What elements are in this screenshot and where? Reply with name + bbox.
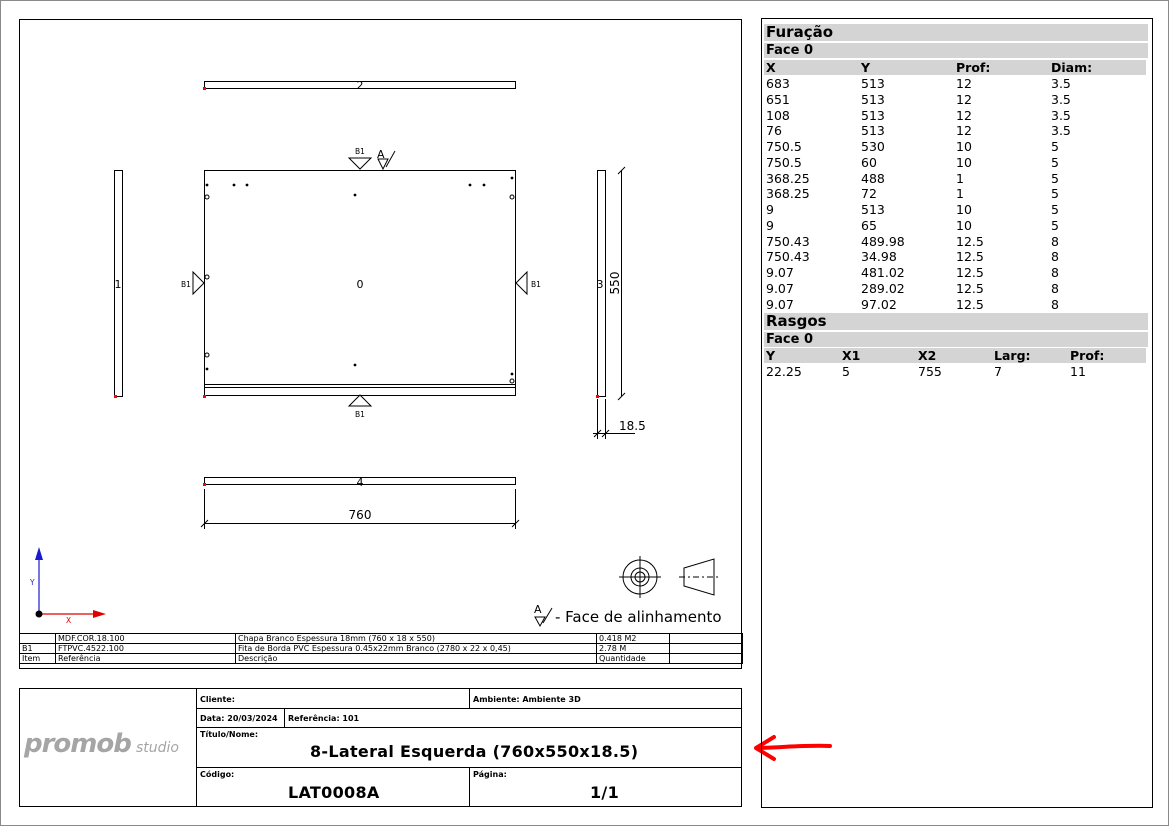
part-label-1: 1 (114, 278, 122, 291)
table-cell: 12 (956, 91, 972, 107)
cliente-cell (197, 689, 470, 709)
table-cell: 12 (956, 123, 972, 139)
table-row (20, 644, 743, 654)
table-cell: 5 (1051, 217, 1059, 233)
table-cell: 8 (1051, 265, 1059, 280)
table-cell: 12.5 (956, 280, 984, 296)
table-header-cell: Referência (56, 654, 236, 664)
dim-thickness: 18.5 (619, 419, 646, 433)
table-row (764, 265, 1146, 281)
referencia-label: Referência: 101 (288, 714, 360, 723)
referencia-cell (285, 709, 741, 728)
part-label-0: 0 (356, 278, 364, 291)
codigo-label: Código: (200, 770, 235, 779)
part-label-4: 4 (356, 476, 364, 489)
table-cell: MDF.COR.18.100 (56, 634, 236, 644)
table-row (764, 364, 1146, 380)
table-cell: 3.5 (1051, 91, 1071, 107)
promob-logo (24, 729, 179, 759)
align-marker-label: A (377, 148, 385, 161)
table-cell: 513 (861, 107, 885, 123)
col-x: X (766, 60, 776, 75)
table-cell: Fita de Borda PVC Espessura 0.45x22mm Branco (2780 x 22 x 0,45) (236, 644, 597, 654)
col-x2: X2 (918, 348, 937, 363)
codigo-cell (197, 768, 470, 806)
titulo-label: Título/Nome: (200, 730, 259, 739)
furacao-title: Furação (764, 24, 1148, 41)
ambiente-cell (470, 689, 741, 709)
table-cell: 8 (1051, 296, 1059, 312)
table-header-cell: Quantidade (597, 654, 670, 664)
table-cell: 513 (861, 202, 885, 217)
table-cell: 5 (1051, 170, 1059, 186)
table-cell: 11 (1070, 364, 1086, 379)
table-row (764, 297, 1146, 313)
table-cell (20, 634, 56, 644)
table-cell: 8 (1051, 280, 1059, 296)
col-y: Y (766, 348, 776, 363)
table-cell: 12.5 (956, 296, 984, 312)
table-cell: Chapa Branco Espessura 18mm (760 x 18 x 550) (236, 634, 597, 644)
table-cell: 8 (1051, 249, 1059, 265)
table-row (764, 92, 1146, 108)
table-cell: 530 (861, 139, 885, 154)
table-cell: 1 (956, 186, 964, 202)
cliente-label: Cliente: (200, 695, 235, 704)
table-header-row (20, 654, 743, 664)
table-cell (670, 634, 743, 644)
table-cell: 3.5 (1051, 76, 1071, 91)
table-cell: 1 (956, 170, 964, 186)
ambiente-label: Ambiente: Ambiente 3D (473, 695, 581, 704)
table-cell: 0.418 M2 (597, 634, 670, 644)
table-cell: 513 (861, 91, 885, 107)
table-cell: 750.5 (766, 154, 802, 170)
furacao-header-row (764, 60, 1146, 75)
table-cell (670, 644, 743, 654)
table-cell: B1 (20, 644, 56, 654)
table-row (764, 155, 1146, 171)
axis-indicator (35, 547, 106, 618)
table-cell: 60 (861, 154, 877, 170)
data-label: Data: 20/03/2024 (200, 714, 278, 723)
logo-main: promob (24, 729, 131, 759)
edge-band-right: B1 (531, 280, 541, 289)
table-cell: 12.5 (956, 233, 984, 249)
titulo-cell (197, 728, 741, 768)
table-cell: 8 (1051, 233, 1059, 249)
table-row (764, 186, 1146, 202)
titulo-value: 8-Lateral Esquerda (760x550x18.5) (310, 742, 639, 761)
table-header-cell (670, 654, 743, 664)
table-cell: 76 (766, 123, 782, 139)
col-prof: Prof: (1070, 348, 1105, 363)
table-row (764, 139, 1146, 155)
table-cell: 3.5 (1051, 107, 1071, 123)
table-cell: 5 (1051, 154, 1059, 170)
table-cell: 65 (861, 217, 877, 233)
table-cell: 10 (956, 202, 972, 217)
table-row (764, 281, 1146, 297)
table-cell: 72 (861, 186, 877, 202)
col-larg: Larg: (994, 348, 1031, 363)
alignment-legend: - Face de alinhamento (555, 608, 722, 626)
table-cell: 289.02 (861, 280, 905, 296)
pagina-cell (470, 768, 741, 806)
part-label-2: 2 (356, 79, 364, 92)
col-prof: Prof: (956, 60, 991, 75)
table-row (764, 249, 1146, 265)
rasgos-title: Rasgos (764, 313, 1148, 330)
col-x1: X1 (842, 348, 861, 363)
table-cell: 755 (918, 364, 942, 379)
table-cell: 489.98 (861, 233, 905, 249)
dim-height: 550 (608, 271, 622, 295)
codigo-value: LAT0008A (288, 783, 380, 802)
table-cell: 651 (766, 91, 790, 107)
part-label-3: 3 (596, 278, 604, 291)
pagina-label: Página: (473, 770, 507, 779)
table-cell: 5 (1051, 202, 1059, 217)
table-cell: 9.07 (766, 265, 794, 280)
table-cell: 34.98 (861, 249, 897, 265)
table-cell: 10 (956, 154, 972, 170)
pagina-value: 1/1 (590, 783, 620, 802)
table-cell: 2.78 M (597, 644, 670, 654)
table-row (764, 202, 1146, 218)
table-row (20, 634, 743, 644)
table-cell: 750.43 (766, 249, 810, 265)
dim-width: 760 (348, 508, 372, 522)
table-cell: 9.07 (766, 296, 794, 312)
table-cell: 513 (861, 123, 885, 139)
table-cell: 10 (956, 217, 972, 233)
edge-band-top: B1 (355, 147, 365, 156)
parts-table (19, 633, 743, 664)
table-cell: 22.25 (766, 364, 802, 379)
col-y: Y (861, 60, 871, 75)
furacao-face: Face 0 (764, 43, 1148, 58)
table-header-cell: Descrição (236, 654, 597, 664)
table-cell: 513 (861, 76, 885, 91)
axis-x-label: X (66, 616, 72, 625)
table-row (764, 123, 1146, 139)
legend-align-label: A (534, 603, 542, 616)
table-cell: 750.43 (766, 233, 810, 249)
table-cell: 750.5 (766, 139, 802, 154)
data-cell (197, 709, 285, 728)
table-cell: 97.02 (861, 296, 897, 312)
table-cell: 5 (1051, 186, 1059, 202)
table-row (764, 218, 1146, 234)
table-row (764, 76, 1146, 92)
axis-y-label: Y (30, 578, 35, 587)
table-cell: 12 (956, 76, 972, 91)
table-cell: 12 (956, 107, 972, 123)
rasgos-face: Face 0 (764, 332, 1148, 347)
table-cell: 7 (994, 364, 1002, 379)
table-cell: 12.5 (956, 249, 984, 265)
table-cell: 9.07 (766, 280, 794, 296)
col-diam: Diam: (1051, 60, 1093, 75)
table-cell: 3.5 (1051, 123, 1071, 139)
table-cell: 683 (766, 76, 790, 91)
table-cell: 9 (766, 202, 774, 217)
table-cell: 5 (1051, 139, 1059, 154)
table-cell: FTPVC.4522.100 (56, 644, 236, 654)
table-header-cell: Item (20, 654, 56, 664)
table-cell: 12.5 (956, 265, 984, 280)
table-cell: 5 (842, 364, 850, 379)
table-cell: 368.25 (766, 186, 810, 202)
table-cell: 481.02 (861, 265, 905, 280)
table-cell: 488 (861, 170, 885, 186)
edge-band-left: B1 (181, 280, 191, 289)
table-cell: 10 (956, 139, 972, 154)
technical-drawing (19, 19, 742, 669)
logo-sub: studio (135, 740, 179, 756)
table-row (764, 234, 1146, 250)
title-block (19, 688, 742, 807)
logo-cell (20, 689, 197, 806)
rasgos-header-row (764, 348, 1146, 363)
table-cell: 108 (766, 107, 790, 123)
table-row (764, 108, 1146, 124)
edge-band-bottom: B1 (355, 410, 365, 419)
table-cell: 368.25 (766, 170, 810, 186)
table-cell: 9 (766, 217, 774, 233)
table-row (764, 171, 1146, 187)
machining-panel (761, 18, 1153, 808)
